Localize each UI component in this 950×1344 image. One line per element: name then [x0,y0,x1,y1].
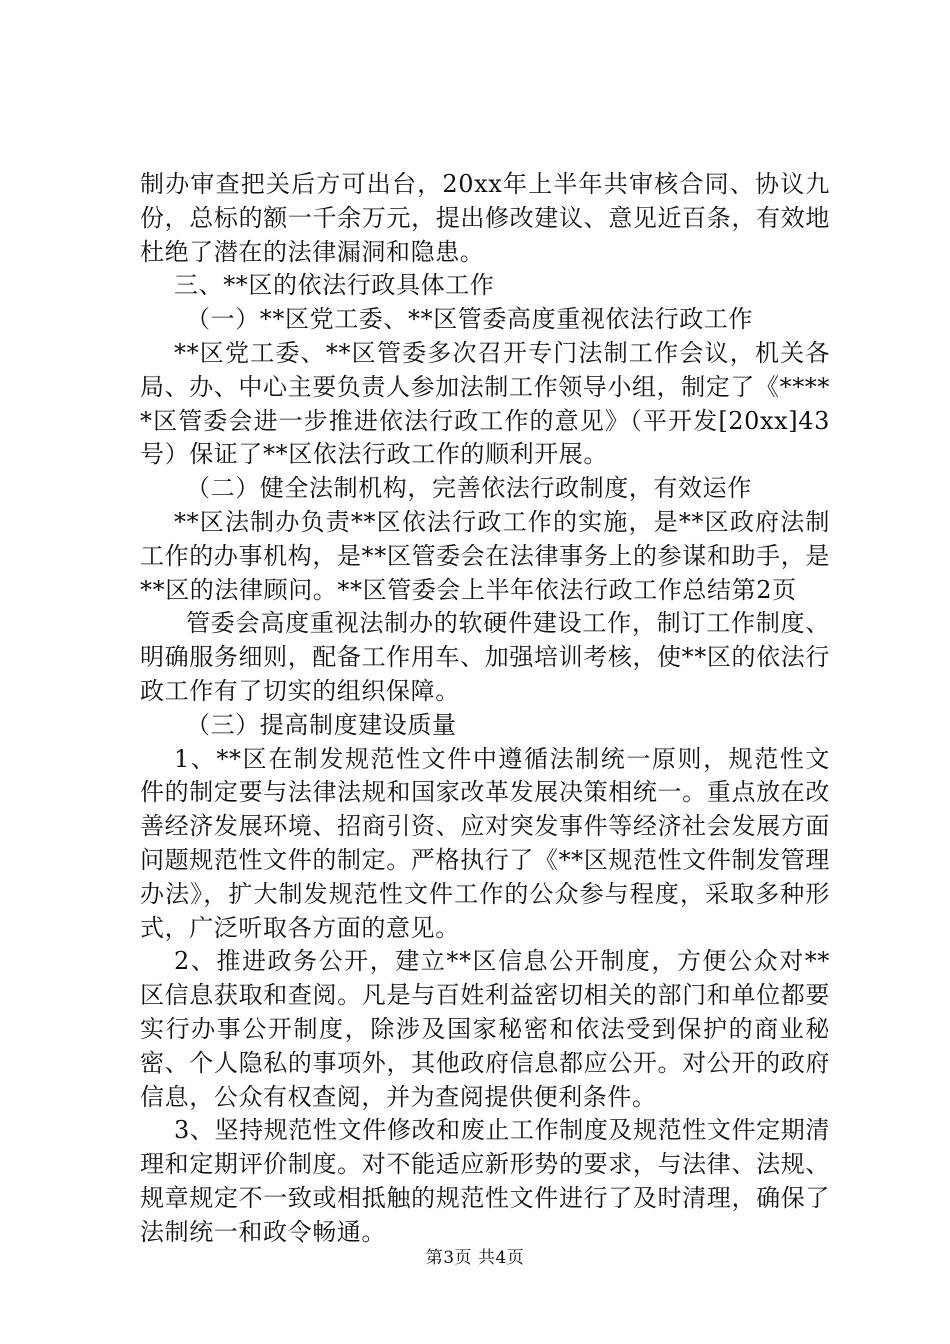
paragraph-subsection-1: **区党工委、**区管委多次召开专门法制工作会议，机关各局、办、中心主要负责人参加法制工作领导小组，制定了《*****区管委会进一步推进依法行政工作的意见》（平开发[20xx]43号）保证了**区依法行政工作的顺利开展。 [140,338,830,469]
subsection-heading-3: （三）提高制度建设质量 [186,710,457,739]
paragraph-item-1: 1、**区在制发规范性文件中遵循法制统一原则，规范性文件的制定要与法律法规和国家改革发展决策相统一。重点放在改善经济发展环境、招商引资、应对突发事件等经济社会发展方面问题规范性文件的制定。严格执行了《**区规范性文件制发管理办法》，扩大制发规范性文件工作的公众参与程度，采取多种形式，广泛听取各方面的意见。 [140,744,830,942]
paragraph-subsection-2-cont: 管委会高度重视法制办的软硬件建设工作，制订工作制度、明确服务细则，配备工作用车、加强培训考核，使**区的依法行政工作有了切实的组织保障。 [140,609,830,705]
page-footer: 第3页 共4页 [425,1248,525,1268]
section-heading-3: 三、**区的依法行政具体工作 [174,271,495,300]
paragraph-item-2: 2、推进政务公开，建立**区信息公开制度，方便公众对**区信息获取和查阅。凡是与百姓利益密切相关的部门和单位都要实行办事公开制度，除涉及国家秘密和依法受到保护的商业秘密、个人隐私的事项外，其他政府信息都应公开。对公开的政府信息，公众有权查阅，并为查阅提供便利条件。 [140,947,830,1111]
document-body [140,168,830,1250]
paragraph-continuation: 制办审查把关后方可出台，20xx年上半年共审核合同、协议九份，总标的额一千余万元，提出修改建议、意见近百条，有效地杜绝了潜在的法律漏洞和隐患。 [140,170,830,266]
subsection-heading-2: （二）健全法制机构，完善依法行政制度，有效运作 [186,474,752,503]
paragraph-subsection-2: **区法制办负责**区依法行政工作的实施，是**区政府法制工作的办事机构，是**区管委会在法律事务上的参谋和助手，是**区的法律顾问。**区管委会上半年依法行政工作总结第2页 [140,507,830,604]
paragraph-item-3: 3、坚持规范性文件修改和废止工作制度及规范性文件定期清理和定期评价制度。对不能适应新形势的要求，与法律、法规、规章规定不一致或相抵触的规范性文件进行了及时清理，确保了法制统一和政令畅通。 [140,1116,830,1246]
subsection-heading-1: （一）**区党工委、**区管委高度重视依法行政工作 [186,305,753,334]
